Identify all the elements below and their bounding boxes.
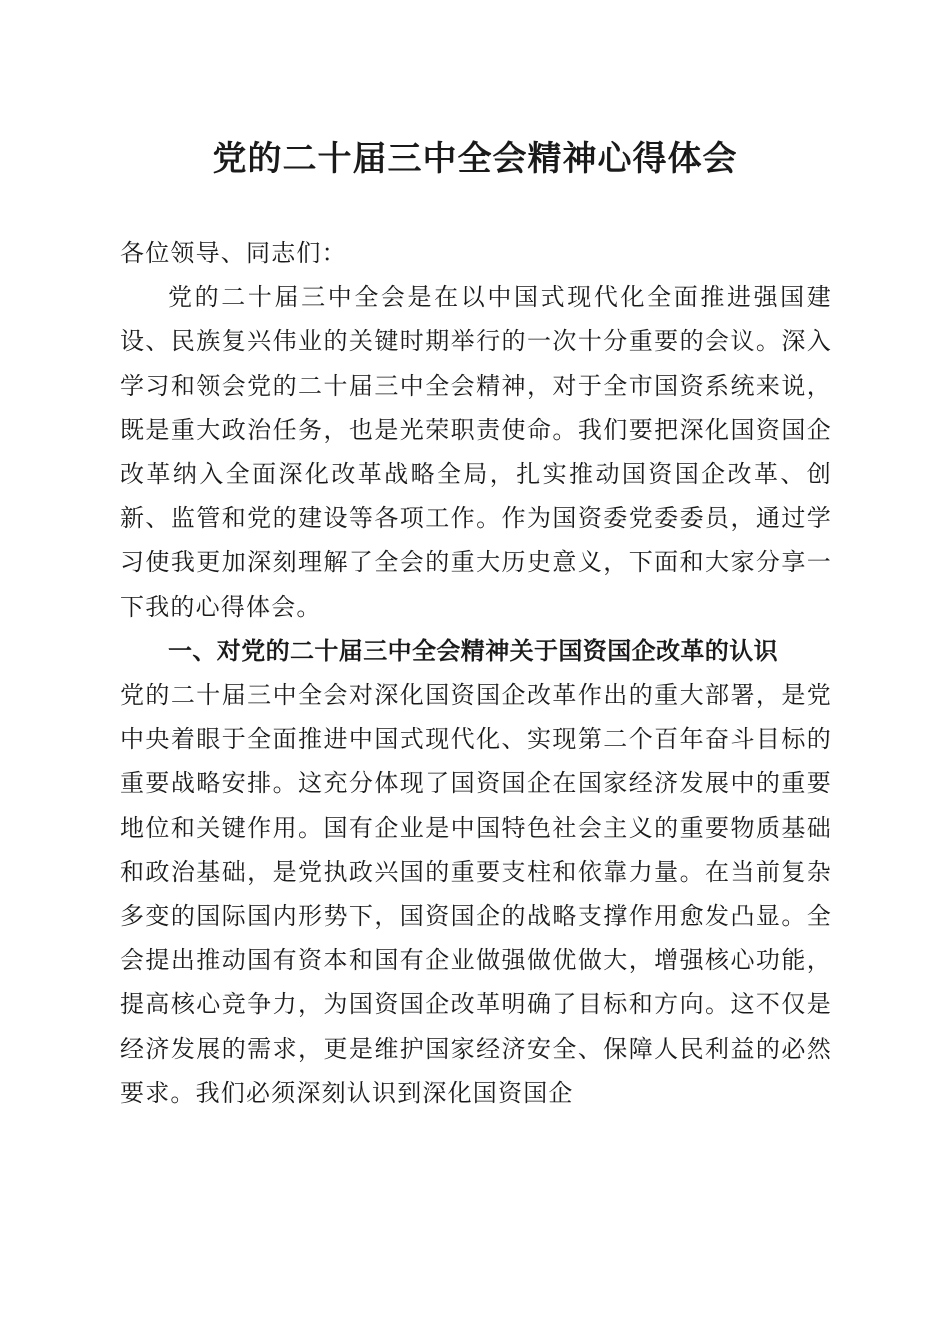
document-body xyxy=(120,231,832,1115)
document-title: 党的二十届三中全会精神心得体会 xyxy=(212,139,738,179)
salutation: 各位领导、同志们： xyxy=(120,239,347,267)
section-heading-1: 一、对党的二十届三中全会精神关于国资国企改革的认识 xyxy=(168,636,778,665)
paragraph-intro: 党的二十届三中全会是在以中国式现代化全面推进强国建设、民族复兴伟业的关键时期举行的一次十分重要的会议。深入学习和领会党的二十届三中全会精神，对于全市国资系统来说，既是重大政治任务，也是光荣职责使命。我们要把深化国资国企改革纳入全面深化改革战略全局，扎实推动国资国企改革、创新、监管和党的建设等各项工作。作为国资委党委委员，通过学习使我更加深刻理解了全会的重大历史意义，下面和大家分享一下我的心得体会。 xyxy=(120,283,832,621)
paragraph-section-1: 党的二十届三中全会对深化国资国企改革作出的重大部署，是党中央着眼于全面推进中国式现代化、实现第二个百年奋斗目标的重要战略安排。这充分体现了国资国企在国家经济发展中的重要地位和关键作用。国有企业是中国特色社会主义的重要物质基础和政治基础，是党执政兴国的重要支柱和依靠力量。在当前复杂多变的国际国内形势下，国资国企的战略支撑作用愈发凸显。全会提出推动国有资本和国有企业做强做优做大，增强核心功能，提高核心竞争力，为国资国企改革明确了目标和方向。这不仅是经济发展的需求，更是维护国家经济安全、保障人民利益的必然要求。我们必须深刻认识到深化国资国企 xyxy=(120,681,832,1107)
